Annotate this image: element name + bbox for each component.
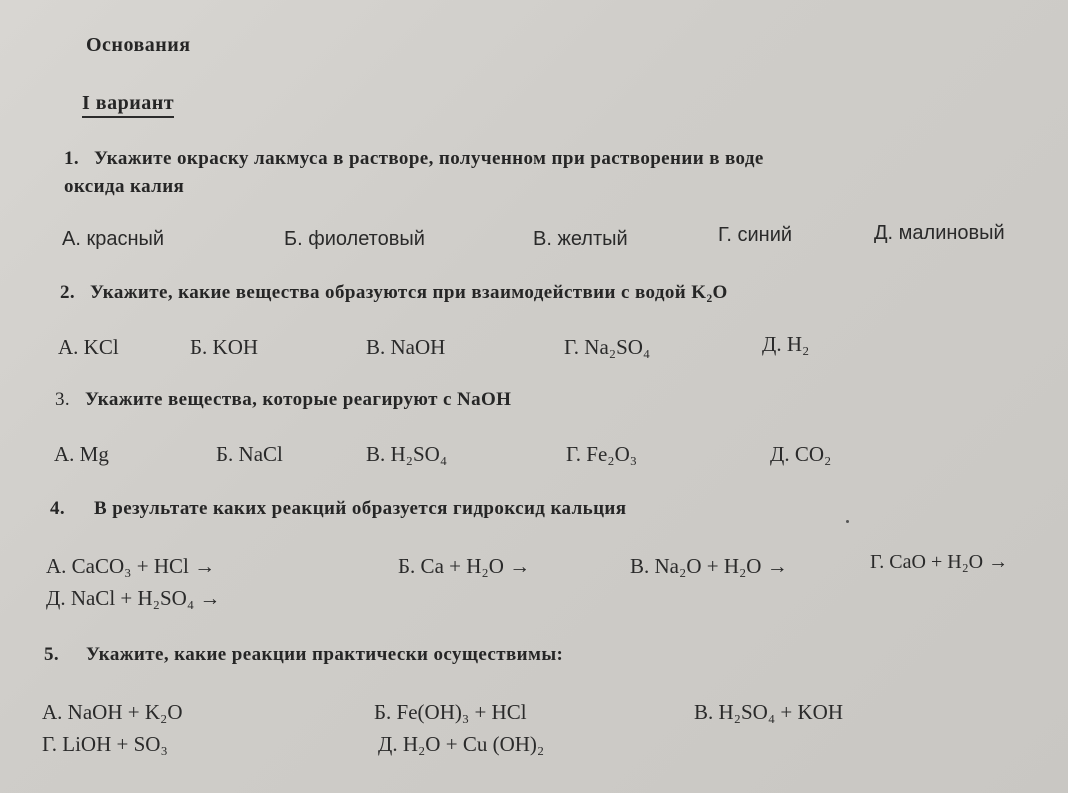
paper-speck — [846, 520, 849, 523]
q1-option-b: Б. фиолетовый — [284, 228, 425, 250]
q2-option-d: Г. Na₂SO₄ — [564, 335, 651, 359]
q2-option-a: А. KCl — [58, 335, 119, 359]
question-1-line2: оксида калия — [64, 176, 185, 197]
q4-option-c: В. Na₂O + H₂O → — [630, 554, 788, 578]
q5-option-e: Д. H₂O + Cu (OH)₂ — [378, 732, 545, 756]
question-5-text: Укажите, какие реакции практически осуществимы: — [86, 644, 564, 665]
q2-option-b: Б. KOH — [190, 335, 259, 359]
question-4-text: В результате каких реакций образуется гидроксид кальция — [94, 498, 627, 519]
q2-option-c: В. NaOH — [366, 335, 446, 359]
q1-option-c: В. желтый — [533, 228, 628, 250]
question-2-text: Укажите, какие вещества образуются при взаимодействии с водой K₂O — [90, 282, 728, 303]
page-title: Основания — [86, 34, 191, 56]
variant-label: I вариант — [82, 92, 174, 118]
question-3-line — [55, 389, 511, 411]
question-3-number: 3. — [55, 389, 71, 410]
q3-option-d: Г. Fe₂O₃ — [566, 442, 638, 466]
q2-option-e: Д. H₂ — [762, 332, 810, 356]
question-3-text: Укажите вещества, которые реагируют с NaOH — [85, 389, 512, 410]
q3-option-c: В. H₂SO₄ — [366, 442, 448, 466]
q3-option-e: Д. CO₂ — [770, 442, 832, 466]
q1-option-a: А. красный — [62, 228, 165, 250]
q5-option-c: В. H₂SO₄ + KOH — [694, 700, 843, 724]
q1-option-e: Д. малиновый — [874, 222, 1005, 244]
q3-option-b: Б. NaCl — [216, 442, 283, 466]
question-1-text: Укажите окраску лакмуса в растворе, полученном при растворении в воде — [94, 148, 764, 169]
q5-option-a: А. NaOH + K₂O — [42, 700, 183, 724]
q4-option-b: Б. Ca + H₂O → — [398, 554, 531, 578]
q3-option-a: А. Mg — [54, 442, 109, 466]
q5-option-b: Б. Fe(OH)₃ + HCl — [374, 700, 527, 724]
question-5-number: 5. — [44, 644, 60, 665]
question-1-number: 1. — [64, 148, 80, 169]
question-5-line — [44, 644, 563, 666]
question-1-line1 — [64, 148, 764, 170]
question-4-number: 4. — [50, 498, 66, 519]
question-4-line — [50, 498, 626, 520]
q1-option-d: Г. синий — [718, 224, 793, 246]
q5-option-d: Г. LiOH + SO₃ — [42, 732, 168, 756]
q4-option-a: А. CaCO₃ + HCl → — [46, 554, 216, 578]
q4-option-d: Г. CaO + H₂O → — [870, 551, 1009, 573]
q4-option-e: Д. NaCl + H₂SO₄ → — [46, 586, 221, 610]
question-2-number: 2. — [60, 282, 76, 303]
question-2-line — [60, 282, 728, 304]
